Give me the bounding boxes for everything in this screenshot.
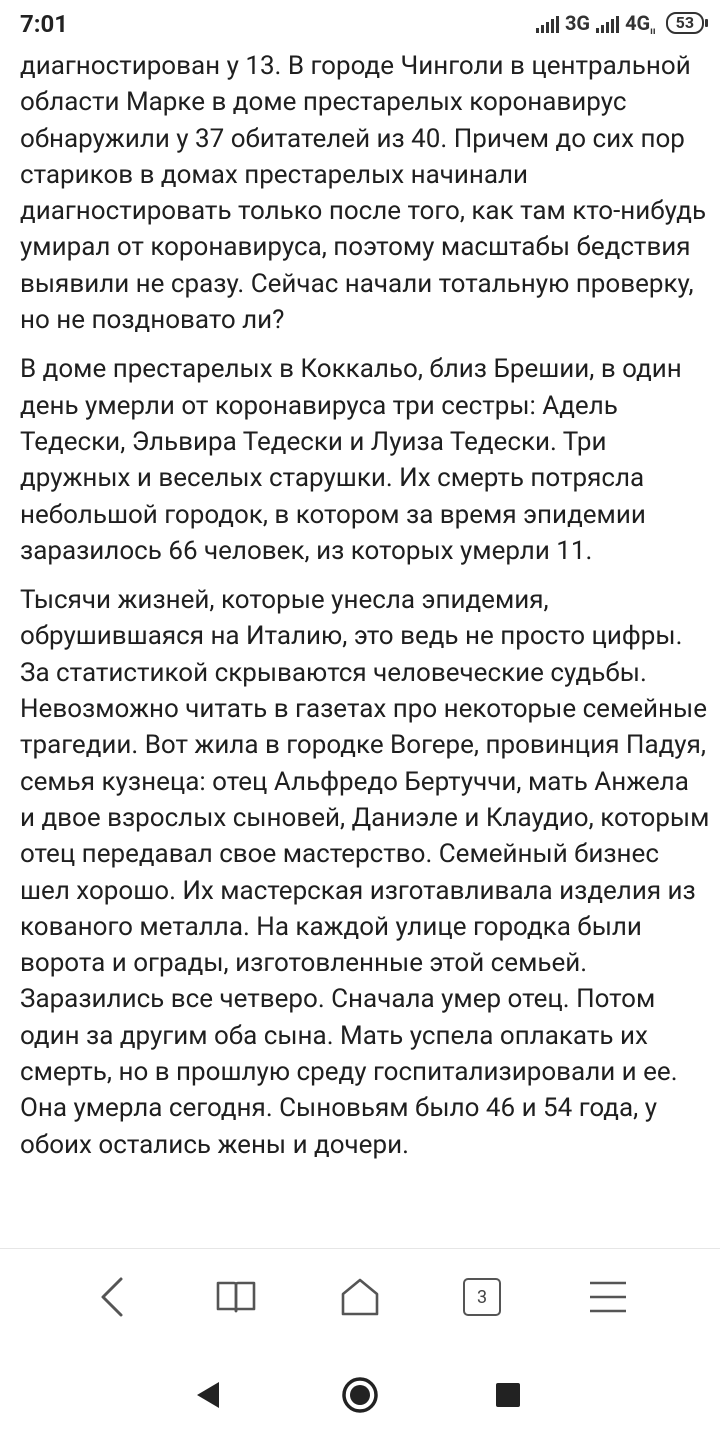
article-paragraph: В доме престарелых в Коккальо, близ Брешии, в один день умерли от коронавируса три сестры: Адель Тедески, Эльвира Тедески и Луиза Тедески. Три дружных и веселых старушки. Их смерть потрясла небольшой городок, в котором за время эпидемии заразилось 66 человек, из которых умерли 11.: [20, 354, 682, 566]
network-type-label: 3G: [564, 11, 591, 35]
nav-home-icon: [340, 1375, 380, 1415]
signal-icon: [536, 13, 559, 33]
nav-back-button[interactable]: [186, 1373, 230, 1417]
article-paragraph: Тысячи жизней, которые унесла эпидемия, обрушившаяся на Италию, это ведь не просто цифры. За статистикой скрываются человеческие судьбы. Невозможно читать в газетах про некоторые семейные трагедии. Вот жила в городке Вогере, провинция Падуя, семья кузнеца: отец Альфредо Бертуччи, мать Анжела и двое взрослых сыновей, Даниэле и Клаудио, которым отец передавал свое мастерство. Семейный бизнес шел хорошо. Их мастерская изготавливала изделия из кованого металла. На каждой улице городка были ворота и ограды, изготовленные этой семьей. Заразились все четверо. Сначала умер отец. Потом один за другим оба сына. Мать успела оплакать их смерть, но в прошлую среду госпитализировали и ее. Она умерла сегодня. Сыновьям было 46 и 54 года, у обоих остались жены и дочери.: [20, 585, 710, 1160]
article-paragraph: диагностирован у 13. В городе Чинголи в центральной области Марке в доме престарелых коронавирус обнаружили у 37 обитателей из 40. Причем до сих пор стариков в домах престарелых начинали диагностировать только после того, как там кто-нибудь умирал от коронавируса, поэтому масштабы бедствия выявили не сразу. Сейчас начали тотальную проверку, но не поздновато ли?: [20, 51, 707, 336]
nav-home-button[interactable]: [338, 1373, 382, 1417]
nav-back-icon: [193, 1380, 223, 1410]
nav-recents-icon: [495, 1382, 521, 1408]
home-button[interactable]: [330, 1271, 390, 1323]
menu-button[interactable]: [578, 1271, 638, 1323]
tabs-icon: 3: [463, 1278, 501, 1316]
status-indicators: [536, 11, 704, 35]
status-bar: [0, 0, 720, 52]
signal-icon: [596, 13, 619, 33]
back-icon: [97, 1275, 127, 1319]
system-nav-bar: [0, 1345, 720, 1440]
battery-icon: 53: [666, 12, 704, 34]
menu-icon: [588, 1280, 628, 1314]
tabs-button[interactable]: [452, 1271, 512, 1323]
browser-toolbar: [0, 1248, 720, 1346]
article-body: [20, 48, 710, 1248]
bookmarks-icon: [215, 1279, 257, 1315]
status-time: 7:01: [20, 10, 69, 38]
bookmarks-button[interactable]: [206, 1271, 266, 1323]
nav-recents-button[interactable]: [486, 1373, 530, 1417]
network-type-label: $4G_{ıı}$: [625, 11, 656, 37]
home-icon: [339, 1276, 381, 1318]
back-button[interactable]: [82, 1271, 142, 1323]
